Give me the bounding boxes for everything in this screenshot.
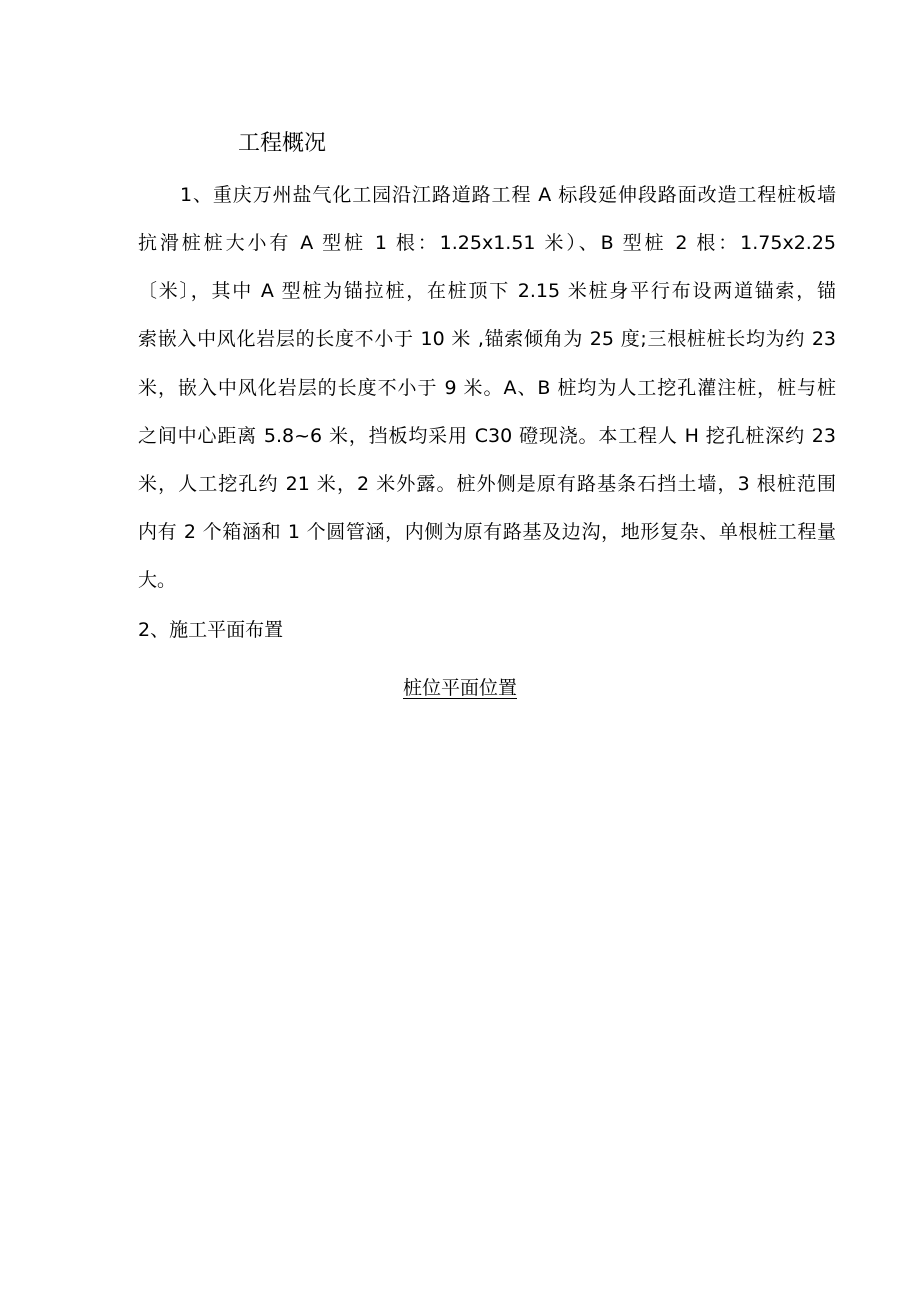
figure-caption (0, 672, 920, 704)
paragraph-line: 1、重庆万州盐气化工园沿江路道路工程 A 标段延伸段路面改造工程桩板墙 (180, 184, 836, 206)
paragraph-line: 米，嵌入中风化岩层的长度不小于 9 米。A、B 桩均为人工挖孔灌注桩，桩与桩 (138, 377, 836, 399)
paragraph-line: 内有 2 个箱涵和 1 个圆管涵，内侧为原有路基及边沟，地形复杂、单根桩工程量 (138, 521, 836, 543)
subheading: 2、施工平面布置 (138, 619, 284, 641)
paragraph-line: 抗滑桩桩大小有 A 型桩 1 根：1.25x1.51 米）、B 型桩 2 根：1.75x2.25 (138, 232, 836, 254)
paragraph-line: 索嵌入中风化岩层的长度不小于 10 米 ,锚索倾角为 25 度;三根桩桩长均为约 23 (138, 328, 836, 350)
paragraph-line: 之间中心距离 5.8~6 米，挡板均采用 C30 磴现浇。本工程人 H 挖孔桩深约 23 (138, 425, 836, 447)
paragraph-line: 〔米〕，其中 A 型桩为锚拉桩，在桩顶下 2.15 米桩身平行布设两道锚索，锚 (138, 280, 836, 302)
section-title: 工程概况 (238, 131, 327, 156)
paragraph-line: 大。 (138, 569, 177, 591)
figure-caption-text: 桩位平面位置 (402, 677, 517, 699)
paragraph-line: 米，人工挖孔约 21 米，2 米外露。桩外侧是原有路基条石挡土墙，3 根桩范围 (138, 473, 836, 495)
